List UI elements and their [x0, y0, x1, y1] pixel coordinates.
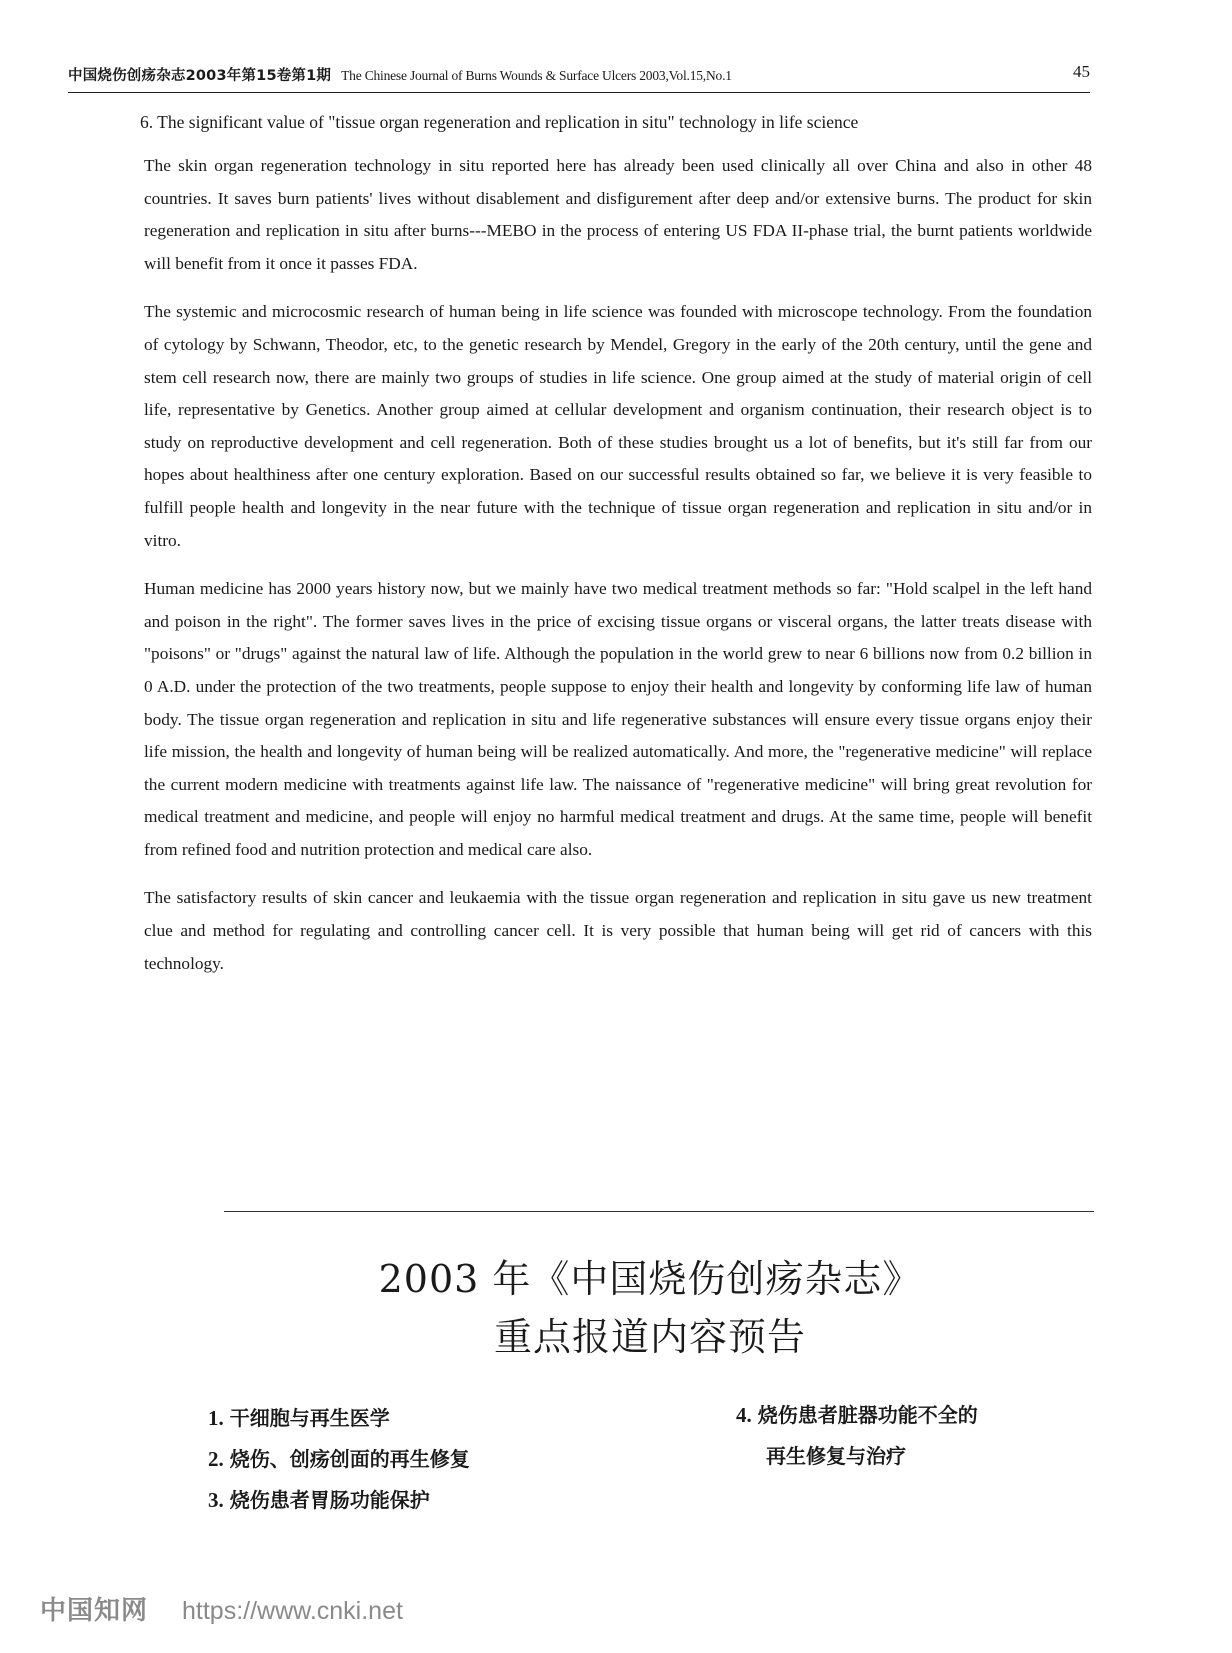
paragraph-1: The skin organ regeneration technology in situ reported here has already been used clinically all over China and also in other 48 countries. It saves burn patients' lives without disablement and disfigurement after deep and/or extensive burns. The product for skin regeneration and replication in situ after burns---MEBO in the process of entering US FDA II-phase trial, the burnt patients worldwide will benefit from it once it passes FDA.	[144, 156, 1092, 273]
topic-item-2: 2. 烧伤、创疡创面的再生修复	[208, 1447, 470, 1471]
announcement-title-line1: 2003 年《中国烧伤创疡杂志》	[378, 1257, 922, 1301]
cnki-brand: 中国知网	[40, 1596, 149, 1626]
announcement-title	[290, 1250, 1010, 1366]
announcement-title-line2: 重点报道内容预告	[493, 1315, 806, 1359]
topic-item-4-continuation: 再生修复与治疗	[766, 1444, 906, 1468]
paragraph-4: The satisfactory results of skin cancer and leukaemia with the tissue organ regeneration and replication in situ gave us new treatment clue and method for regulating and controlling cancer cell. It is very possible that human being will get rid of cancers with this technology.	[144, 888, 1092, 973]
running-header	[68, 58, 1090, 93]
paragraph-3: Human medicine has 2000 years history now, but we mainly have two medical treatment methods so far: "Hold scalpel in the left hand and poison in the right". The former saves lives in the price of excising tissue organs or visceral organs, the latter treats disease with "poisons" or "drugs" against the natural law of life. Although the population in the world grew to near 6 billions now from 0.2 billion in 0 A.D. under the protection of the two treatments, people suppose to enjoy their health and longevity by conforming life law of human body. The tissue organ regeneration and replication in situ and life regenerative substances will ensure every tissue organs enjoy their life mission, the health and longevity of human being will be realized automatically. And more, the "regenerative medicine" will replace the current modern medicine with treatments against life law. The naissance of "regenerative medicine" will bring great revolution for medical treatment and medicine, and people will enjoy no harmful medical treatment and drugs. At the same time, people will benefit from refined food and nutrition protection and medical care also.	[144, 579, 1092, 859]
article-body	[144, 150, 1092, 996]
topic-list-right	[736, 1395, 978, 1477]
journal-title-en: The Chinese Journal of Burns Wounds & Surface Ulcers 2003,Vol.15,No.1	[341, 68, 732, 83]
paragraph-2: The systemic and microcosmic research of human being in life science was founded with microscope technology. From the foundation of cytology by Schwann, Theodor, etc, to the genetic research by Mendel, Gregory in the early of the 20th century, until the gene and stem cell research now, there are mainly two groups of studies in life science. One group aimed at the study of material origin of cell life, representative by Genetics. Another group aimed at cellular development and organism continuation, their research object is to study on reproductive development and cell regeneration. Both of these studies brought us a lot of benefits, but it's still far from our hopes about healthiness after one century exploration. Based on our successful results obtained so far, we believe it is very feasible to fulfill people health and longevity in the near future with the technique of tissue organ regeneration and replication in situ and/or in vitro.	[144, 302, 1092, 550]
watermark-footer	[40, 1590, 403, 1627]
section-heading: 6. The significant value of "tissue organ regeneration and replication in situ" technology in life science	[140, 112, 859, 132]
topic-item-1: 1. 干细胞与再生医学	[208, 1406, 390, 1430]
journal-header	[68, 64, 732, 85]
journal-title-cn: 中国烧伤创疡杂志2003年第15卷第1期	[68, 68, 332, 84]
topic-item-3: 3. 烧伤患者胃肠功能保护	[208, 1488, 430, 1512]
page-number: 45	[1073, 62, 1090, 81]
topic-item-4: 4. 烧伤患者脏器功能不全的	[736, 1403, 978, 1427]
cnki-url: https://www.cnki.net	[182, 1597, 403, 1625]
section-divider	[224, 1211, 1094, 1212]
topic-list-left	[208, 1398, 470, 1521]
